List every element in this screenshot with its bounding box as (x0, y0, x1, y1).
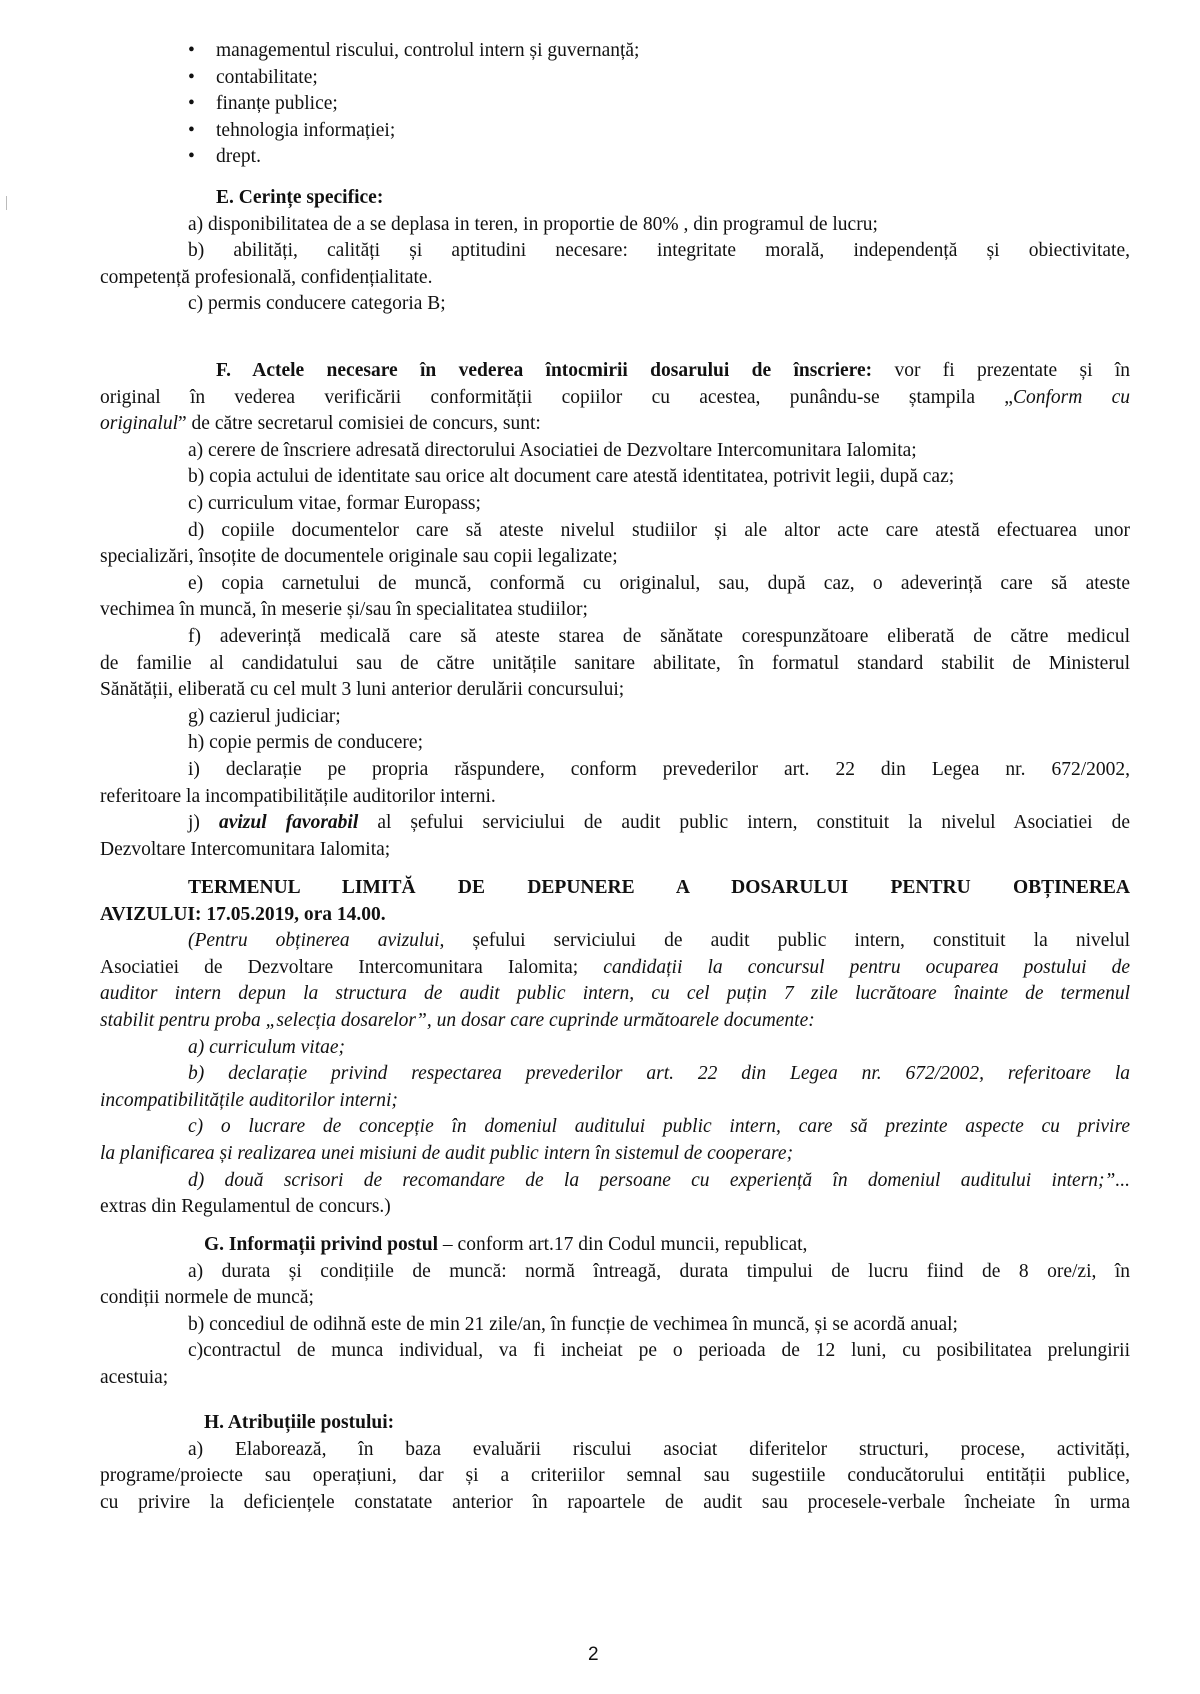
section-g (100, 1232, 1130, 1392)
section-g-item-b: b) concediul de odihnă este de min 21 zile/an, în funcție de vechimea în muncă, și se acordă anual; (188, 1313, 958, 1335)
section-f-item-a: a) cerere de înscriere adresată directorului Asociatiei de Dezvoltare Intercomunitara Ialomita; (188, 439, 917, 461)
section-g-item-a-line1: a) durata și condițiile de muncă: normă întreagă, durata timpului de lucru fiind de 8 ore/zi, în (188, 1260, 1130, 1282)
deadline-item-a: a) curriculum vitae; (188, 1036, 346, 1058)
section-f-item-c: c) curriculum vitae, formar Europass; (188, 492, 481, 514)
deadline-item-b-line2: incompatibilitățile auditorilor interni; (100, 1089, 398, 1111)
deadline-paragraph-line2 (100, 955, 1130, 982)
list-item: • finanțe publice; (188, 91, 639, 118)
page-number: 2 (588, 1644, 599, 1665)
deadline-item-c-line1: c) o lucrare de concepție în domeniul auditului public intern, care să prezinte aspecte cu privire (188, 1116, 1130, 1138)
list-item: • drept. (188, 144, 639, 171)
bullet-list-domains (188, 38, 639, 171)
section-f-item-b: b) copia actului de identitate sau orice alt document care atestă identitatea, potrivit legii, după caz; (188, 466, 955, 488)
section-h-heading: H. Atribuțiile postului: (204, 1412, 395, 1433)
section-f-intro-line2 (100, 385, 1130, 412)
section-f-intro-text: original în vederea verificării conformității copiilor cu acestea, punându-se ștampila „ (100, 386, 1013, 408)
deadline-item-c-line2: la planificarea și realizarea unei misiuni de audit public intern în sistemul de cooperare; (100, 1142, 794, 1164)
section-h (100, 1410, 1130, 1516)
section-f-item-f-line3: Sănătății, eliberată cu cel mult 3 luni anterior derulării concursului; (100, 679, 625, 701)
section-e-item-c: c) permis conducere categoria B; (188, 293, 446, 315)
section-f-intro-line3 (100, 411, 1130, 438)
section-f-item-j-line1 (100, 810, 1130, 837)
section-f-item-j-emphasis: avizul favorabil (218, 812, 359, 834)
section-f-stamp-text: Conform cu (1012, 386, 1131, 408)
section-h-item-a-line1: a) Elaborează, în baza evaluării riscului asociat diferitelor structuri, procese, activități, (188, 1438, 1130, 1460)
deadline-paragraph-italic: (Pentru obținerea avizului, (188, 930, 445, 952)
section-f-item-d-line1: d) copiile documentelor care să ateste nivelul studiilor și ale altor acte care atestă efectuarea unor (188, 519, 1130, 541)
deadline-item-b-line1: b) declarație privind respectarea prevederilor art. 22 din Legea nr. 672/2002, referitoare la (188, 1063, 1130, 1085)
section-h-item-a-line3: cu privire la deficiențele constatate anterior în rapoartele de audit sau procesele-verbale încheiate în urma (100, 1491, 1130, 1513)
section-f-stamp-text: originalul (100, 413, 179, 435)
deadline-paragraph-line1 (100, 928, 1130, 955)
section-e (100, 185, 1130, 318)
deadline-paragraph-text: Asociatiei de Dezvoltare Intercomunitara Ialomita; (100, 956, 604, 978)
section-f-item-e-line1: e) copia carnetului de muncă, conformă cu originalul, sau, după caz, o adeverință care să ateste (188, 572, 1130, 594)
section-f-item-i-line2: referitoare la incompatibilitățile auditorilor interni. (100, 785, 496, 807)
section-h-item-a-line2: programe/proiecte sau operațiuni, dar și a criteriilor semnal sau sugestiile conducătorului entității publice, (100, 1465, 1130, 1487)
scan-mark (6, 196, 7, 210)
section-f-item-d-line2: specializări, însoțite de documentele originale sau copii legalizate; (100, 546, 618, 568)
section-f-item-h: h) copie permis de conducere; (188, 732, 423, 754)
section-g-heading: G. Informații privind postul (204, 1234, 439, 1255)
section-f-intro-text: vor fi prezentate și în (872, 360, 1130, 381)
section-f-item-j-text: al șefului serviciului de audit public intern, constituit la nivelul Asociatiei de (358, 812, 1130, 834)
deadline-paragraph-text: șefului serviciului de audit public intern, constituit la nivelul (444, 930, 1130, 952)
section-f-intro-line1 (100, 358, 1130, 385)
section-g-item-a-line2: condiții normele de muncă; (100, 1287, 314, 1309)
section-f-heading: F. Actele necesare în vederea întocmirii dosarului de înscriere: (216, 360, 873, 381)
deadline-item-d-line2: extras din Regulamentul de concurs.) (100, 1196, 391, 1218)
section-f-item-f-line1: f) adeverință medicală care să ateste starea de sănătate corespunzătoare eliberată de către medicul (188, 625, 1130, 647)
section-e-item-b-line2: competență profesională, confidențialitate. (100, 266, 433, 288)
section-g-item-c-line2: acestuia; (100, 1366, 169, 1388)
section-f-item-j-line2: Dezvoltare Intercomunitara Ialomita; (100, 838, 391, 860)
deadline-paragraph-line4: stabilit pentru proba „selecția dosarelor”, un dosar care cuprinde următoarele documente: (100, 1009, 815, 1031)
section-f-item-j-prefix: j) (188, 812, 219, 834)
list-item: • tehnologia informației; (188, 118, 639, 145)
deadline-heading-line2: AVIZULUI: 17.05.2019, ora 14.00. (100, 903, 386, 925)
deadline-paragraph-line3: auditor intern depun la structura de audit public intern, cu cel puțin 7 zile lucrătoare înainte de termenul (100, 983, 1130, 1005)
section-f-item-i-line1: i) declarație pe propria răspundere, conform prevederilor art. 22 din Legea nr. 672/2002, (188, 758, 1130, 780)
list-item: • managementul riscului, controlul intern și guvernanță; (188, 38, 639, 65)
section-g-heading-line (100, 1232, 1130, 1259)
section-f-item-g: g) cazierul judiciar; (188, 705, 341, 727)
section-f-item-f-line2: de familie al candidatului sau de către unitățile sanitare abilitate, în formatul standard stabilit de Ministerul (100, 652, 1130, 674)
list-item: • contabilitate; (188, 65, 639, 92)
deadline-section (100, 875, 1130, 1221)
section-g-item-c-line1: c)contractul de munca individual, va fi incheiat pe o perioada de 12 luni, cu posibilitatea prelungirii (188, 1340, 1130, 1362)
section-e-heading: E. Cerințe specifice: (216, 187, 384, 208)
section-e-item-a: a) disponibilitatea de a se deplasa in teren, in proportie de 80% , din programul de lucru; (188, 213, 878, 235)
section-e-item-b-line1: b) abilități, calități și aptitudini necesare: integritate morală, independență și obiectivitate, (188, 240, 1130, 262)
deadline-paragraph-italic: candidații la concursul pentru ocuparea postului de (603, 956, 1130, 978)
section-f-item-e-line2: vechimea în muncă, în meserie și/sau în specialitatea studiilor; (100, 599, 588, 621)
section-f-intro-text: ” de către secretarul comisiei de concurs, sunt: (178, 413, 541, 435)
deadline-heading-line1: TERMENUL LIMITĂ DE DEPUNERE A DOSARULUI PENTRU OBȚINEREA (188, 877, 1130, 898)
section-f (100, 358, 1130, 863)
deadline-item-d-line1: d) două scrisori de recomandare de la persoane cu experiență în domeniul auditului intern;”... (188, 1169, 1130, 1191)
section-g-heading-text: – conform art.17 din Codul muncii, republicat, (438, 1234, 808, 1255)
